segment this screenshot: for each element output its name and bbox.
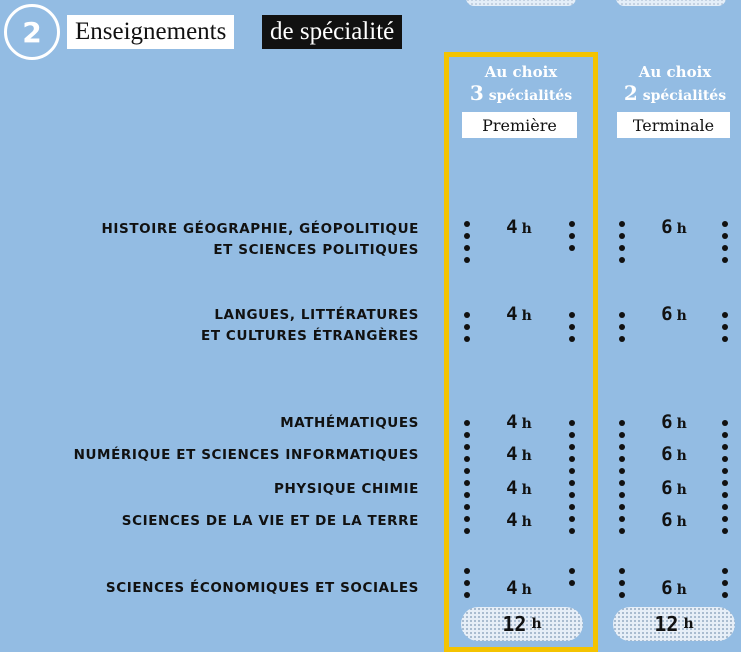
terminale-choice-header [601, 63, 741, 108]
subject-line: ET SCIENCES POLITIQUES [213, 242, 419, 258]
hours-terminale-nsi: 6 h [661, 443, 687, 465]
premiere-choice-count: 3 [469, 81, 484, 105]
dot-separator [619, 221, 625, 269]
dot-separator [464, 568, 470, 604]
subject-nsi [74, 445, 419, 466]
dot-separator [464, 420, 470, 540]
section-number-badge: 2 [4, 4, 60, 60]
subject-line: SCIENCES DE LA VIE ET DE LA TERRE [121, 513, 419, 529]
subject-mathematiques [280, 413, 419, 434]
dot-separator [569, 420, 575, 540]
subject-line: LANGUES, LITTÉRATURES [214, 307, 419, 323]
subject-svt [122, 511, 419, 532]
dot-separator [569, 568, 575, 592]
total-premiere: 12 h [461, 607, 583, 641]
subject-langues-litteratures [201, 305, 419, 347]
subject-line: HISTOIRE GÉOGRAPHIE, GÉOPOLITIQUE [101, 221, 419, 237]
dot-separator [722, 312, 728, 348]
dot-separator [464, 312, 470, 348]
dot-separator [722, 420, 728, 540]
terminale-choice-word: spécialités [642, 88, 727, 104]
hours-terminale-histoire: 6 h [661, 216, 687, 238]
hours-premiere-nsi: 4 h [506, 443, 532, 465]
dot-separator [464, 221, 470, 269]
subject-line: ET CULTURES ÉTRANGÈRES [201, 328, 419, 344]
hours-premiere-maths: 4 h [506, 411, 532, 433]
subject-ses [106, 578, 419, 599]
hours-terminale-svt: 6 h [661, 509, 687, 531]
dot-separator [619, 568, 625, 604]
dot-separator [569, 312, 575, 348]
subject-line: PHYSIQUE CHIMIE [274, 481, 419, 497]
hours-premiere-ses: 4 h [506, 577, 532, 599]
premiere-year-label: Première [462, 112, 577, 138]
premiere-choice-word: spécialités [488, 88, 573, 104]
subject-histoire-geographie [101, 219, 419, 261]
subject-line: SCIENCES ÉCONOMIQUES ET SOCIALES [105, 580, 419, 596]
subject-physique-chimie [274, 479, 419, 500]
hours-terminale-maths: 6 h [661, 411, 687, 433]
hours-terminale-physique: 6 h [661, 477, 687, 499]
dot-separator [619, 312, 625, 348]
terminale-choice-count: 2 [623, 81, 638, 105]
hours-terminale-ses: 6 h [661, 577, 687, 599]
top-pill-terminale [616, 0, 726, 6]
subject-line: NUMÉRIQUE ET SCIENCES INFORMATIQUES [73, 447, 419, 463]
premiere-choice-header [449, 63, 593, 108]
hours-terminale-langues: 6 h [661, 303, 687, 325]
dot-separator [722, 221, 728, 269]
hours-premiere-langues: 4 h [506, 303, 532, 325]
subject-line: MATHÉMATIQUES [280, 415, 419, 431]
hours-premiere-svt: 4 h [506, 509, 532, 531]
premiere-column-frame [444, 52, 598, 652]
section-title-part2: de spécialité [262, 15, 402, 49]
hours-premiere-physique: 4 h [506, 477, 532, 499]
dot-separator [722, 568, 728, 604]
total-terminale: 12 h [613, 607, 735, 641]
terminale-year-label: Terminale [617, 112, 730, 138]
premiere-choice-line1: Au choix [484, 63, 558, 81]
terminale-choice-line1: Au choix [638, 63, 712, 81]
dot-separator [569, 221, 575, 257]
hours-premiere-histoire: 4 h [506, 216, 532, 238]
dot-separator [619, 420, 625, 540]
section-title-part1: Enseignements [67, 15, 234, 49]
top-pill-premiere [466, 0, 576, 6]
